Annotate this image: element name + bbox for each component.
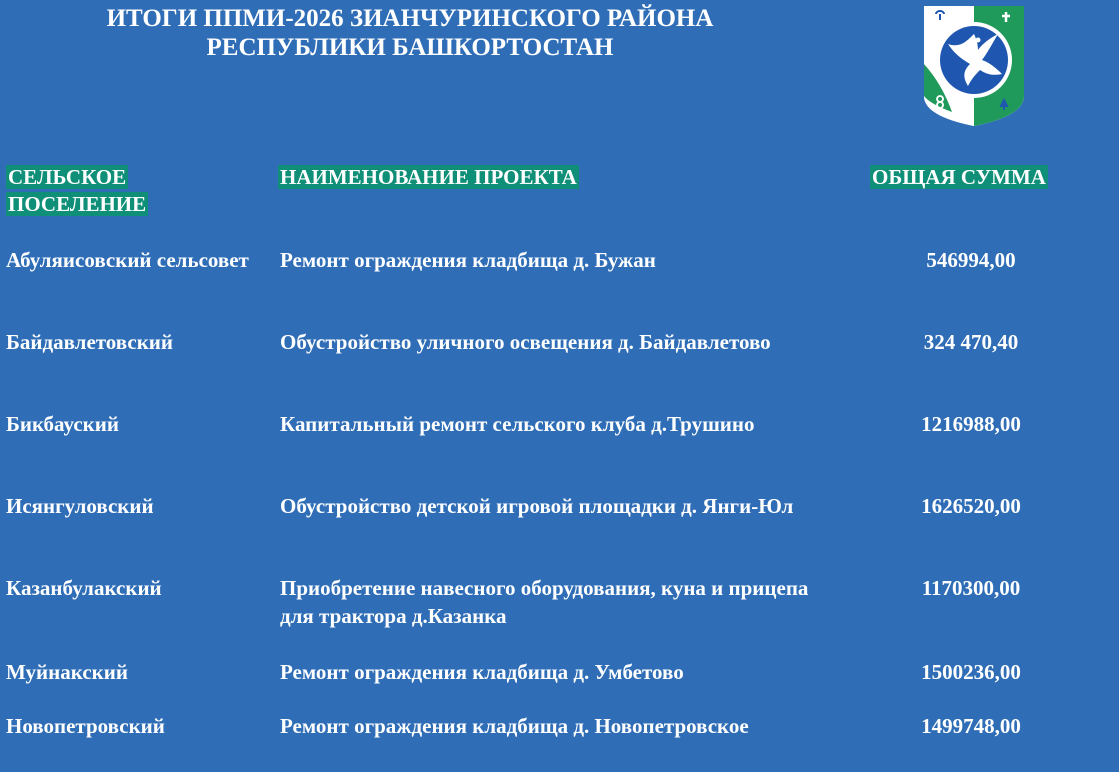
column-header-sum: ОБЩАЯ СУММА xyxy=(872,165,1046,189)
table-row xyxy=(0,410,1119,492)
sum-cell: 1500236,00 xyxy=(921,660,1021,684)
coat-of-arms-icon xyxy=(922,4,1026,128)
project-cell: Ремонт ограждения кладбища д. Бужан xyxy=(280,248,656,272)
column-header-settlement: СЕЛЬСКОЕ ПОСЕЛЕНИЕ xyxy=(8,165,147,216)
settlement-cell: Казанбулакский xyxy=(6,576,162,600)
settlement-cell: Новопетровский xyxy=(6,714,165,738)
results-table xyxy=(0,246,1119,772)
settlement-cell: Муйнакский xyxy=(6,660,128,684)
sum-cell: 1170300,00 xyxy=(921,576,1021,600)
table-row xyxy=(0,328,1119,410)
page-title xyxy=(0,4,820,62)
table-row xyxy=(0,712,1119,772)
project-cell: Обустройство уличного освещения д. Байдавлетово xyxy=(280,330,771,354)
sum-cell: 546994,00 xyxy=(926,248,1016,272)
project-cell: Ремонт ограждения кладбища д. Новопетровское xyxy=(280,714,749,738)
title-line-2: РЕСПУБЛИКИ БАШКОРТОСТАН xyxy=(206,34,614,61)
sum-cell: 1626520,00 xyxy=(921,494,1021,518)
sum-cell: 324 470,40 xyxy=(923,330,1019,354)
table-row xyxy=(0,658,1119,712)
sum-cell: 1216988,00 xyxy=(921,412,1021,436)
title-line-1: ИТОГИ ППМИ-2026 ЗИАНЧУРИНСКОГО РАЙОНА xyxy=(106,5,714,32)
column-header-project: НАИМЕНОВАНИЕ ПРОЕКТА xyxy=(280,165,577,189)
project-cell: Ремонт ограждения кладбища д. Умбетово xyxy=(280,660,684,684)
settlement-cell: Исянгуловский xyxy=(6,494,154,518)
settlement-cell: Байдавлетовский xyxy=(6,330,174,354)
settlement-cell: Бикбауский xyxy=(6,412,119,436)
table-row xyxy=(0,574,1119,658)
project-cell: Обустройство детской игровой площадки д. Янги-Юл xyxy=(280,494,794,518)
settlement-cell: Абуляисовский сельсовет xyxy=(6,248,249,272)
project-cell: Приобретение навесного оборудования, куна и прицепа для трактора д.Казанка xyxy=(280,576,809,628)
sum-cell: 1499748,00 xyxy=(921,714,1021,738)
project-cell: Капитальный ремонт сельского клуба д.Трушино xyxy=(280,412,755,436)
table-row xyxy=(0,492,1119,574)
table-row xyxy=(0,246,1119,328)
